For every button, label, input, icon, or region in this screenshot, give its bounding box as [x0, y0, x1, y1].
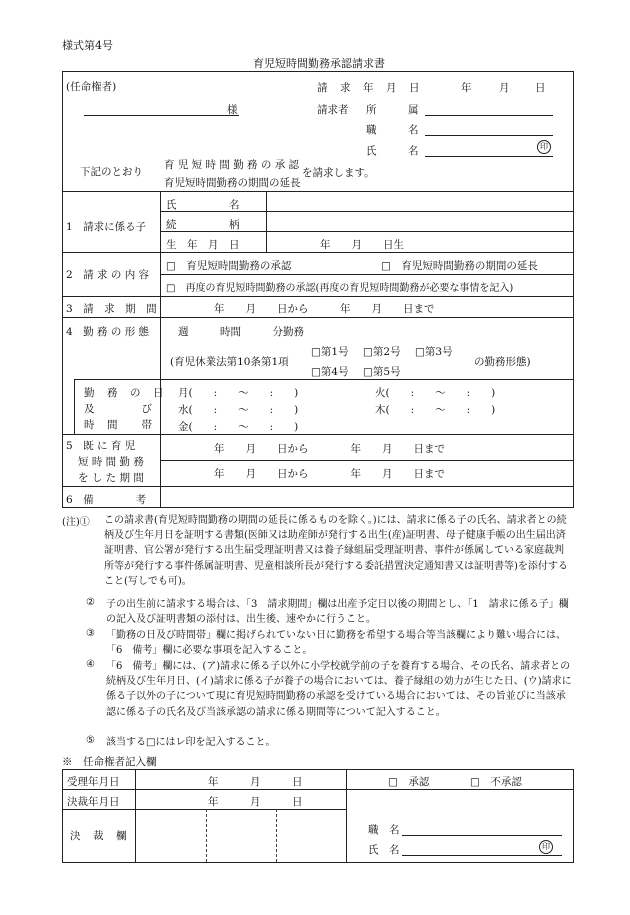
approver-name-label: 氏 名	[368, 844, 400, 856]
item-3-checkbox[interactable]: □第3号	[415, 346, 453, 358]
form-number: 様式第4号	[62, 39, 113, 52]
schedule-label-2: 及 び	[84, 403, 153, 415]
row2-label: 2 請 求 の 内 容	[66, 269, 150, 281]
year-label: 年	[461, 82, 472, 94]
approval-label: 決 裁 欄	[70, 830, 128, 842]
day-label: 日	[535, 82, 546, 94]
tuesday-time[interactable]: 火( : 〜 : )	[375, 387, 496, 399]
request-period-value: 年 月 日から 年 月 日まで	[214, 303, 435, 315]
note-3: 「勤務の日及び時間帯」欄に掲げられていない日に勤務を希望する場合等当該欄により難い場合には、「6 備考」欄に必要な事項を記入すること。	[106, 630, 566, 657]
note-1: この請求書(育児短時間勤務の期間の延長に係るものを除く。)には、請求に係る子の氏名、請求者との続柄及び生年月日を証明する書類(医師又は助産師が発行する出生(産)証明書、母子健康手帳の出生届出済証明書、官公署が発行する出生届受理証明書又は養子縁組届受理証明書、事件が係属している家庭裁判所等が発行する事件係属証明書、児童相談所長が発行する委託措置決定通知書又は証明書等)を添付すること(写しでも可)。	[104, 515, 568, 587]
row1-label: 1 請求に係る子	[66, 221, 147, 233]
child-name-label: 氏 名	[166, 199, 240, 211]
kaki-label: 下記のとおり	[80, 166, 143, 178]
prior-period-2: 年 月 日から 年 月 日まで	[214, 468, 445, 480]
month-label: 月	[499, 82, 510, 94]
note-2-mark: ②	[86, 597, 95, 608]
request-option-3[interactable]: □ 再度の育児短時間勤務の承認(再度の育児短時間勤務が必要な事情を記入)	[166, 283, 514, 294]
wo-label: を請求します。	[302, 167, 375, 179]
prior-period-1: 年 月 日から 年 月 日まで	[214, 443, 445, 455]
request-item-2: 育児短時間勤務の期間の延長	[164, 177, 301, 189]
child-birth-value: 年 月 日生	[320, 239, 404, 251]
request-item-1: 育 児 短 時 間 勤 務 の 承 認	[164, 159, 300, 171]
child-birth-label: 生 年 月 日	[166, 239, 240, 251]
item-1-checkbox[interactable]: □第1号	[311, 346, 349, 358]
row-divider-1	[62, 789, 574, 790]
approve-checkbox[interactable]: □ 承認	[388, 776, 430, 788]
received-date-value: 年 月 日	[208, 776, 303, 788]
deny-checkbox[interactable]: □ 不承認	[470, 776, 522, 788]
item-2-checkbox[interactable]: □第2号	[363, 346, 401, 358]
friday-time[interactable]: 金( : 〜 : )	[178, 421, 299, 433]
note-4-mark: ④	[86, 659, 95, 670]
thursday-time[interactable]: 木( : 〜 : )	[375, 404, 496, 416]
note-5: 該当する□にはレ印を記入すること。	[106, 737, 276, 748]
decided-date-label: 決裁年月日	[67, 796, 120, 808]
note-3-mark: ③	[86, 628, 95, 639]
request-option-2[interactable]: □ 育児短時間勤務の期間の延長	[381, 260, 538, 272]
note-5-mark: ⑤	[86, 735, 95, 746]
schedule-label-3: 時 間 帯	[84, 419, 153, 431]
row3-label: 3 請 求 期 間	[66, 303, 157, 315]
decided-date-value: 年 月 日	[208, 796, 303, 808]
approver-seal: 印	[539, 840, 553, 854]
authority-label: (任命権者)	[66, 81, 117, 93]
request-option-1[interactable]: □ 育児短時間勤務の承認	[166, 260, 292, 272]
post-label: 職 名	[366, 124, 419, 136]
approver-post-label: 職 名	[368, 824, 400, 836]
row5-label-2: 短 時 間 勤 務	[78, 456, 144, 468]
name-label: 氏 名	[366, 145, 419, 157]
weekly-hours: 週 時間 分勤務	[178, 326, 304, 338]
received-date-label: 受理年月日	[67, 776, 120, 788]
row5-label-3: を し た 期 間	[78, 472, 144, 484]
monday-time[interactable]: 月( : 〜 : )	[178, 387, 299, 399]
schedule-label-1: 勤 務 の 日	[84, 387, 165, 399]
page-title: 育児短時間勤務承認請求書	[253, 57, 385, 70]
work-form-tail: の勤務形態)	[474, 356, 531, 368]
note-4: 「6 備考」欄には、(ア)請求に係る子以外に小学校就学前の子を養育する場合、その氏名、請求者との続柄及び生年月日、(イ)請求に係る子が養子の場合においては、養子縁組の効力が生じた日、(ウ)請求に係る子以外の子について現に育児短時間勤務の承認を受けている場合においては、その旨並びに当該承認に係る子の氏名及び当該承認の請求に係る期間等について記入すること。	[106, 661, 572, 718]
authority-section-heading: ※ 任命権者記入欄	[62, 756, 157, 768]
seal-mark: 印	[537, 140, 551, 154]
note-2: 子の出生前に請求する場合は、「3 請求期間」欄は出産予定日以後の期間とし、「1 請求に係る子」欄の記入及び証明書類の添付は、出生後、速やかに行うこと。	[106, 599, 569, 626]
sama-label: 様	[227, 104, 238, 116]
wednesday-time[interactable]: 水( : 〜 : )	[178, 404, 299, 416]
requester-label: 請求者	[317, 104, 349, 116]
item-5-checkbox[interactable]: □第5号	[363, 366, 401, 378]
child-relation-label: 続 柄	[166, 219, 240, 231]
dept-label: 所 属	[366, 104, 419, 116]
law-reference: (育児休業法第10条第1項	[170, 356, 289, 368]
row5-label-1: 5 既 に 育 児	[66, 440, 136, 452]
row6-label: 6 備 考	[66, 494, 147, 506]
request-date-label: 請 求 年 月 日	[317, 82, 421, 94]
item-4-checkbox[interactable]: □第4号	[311, 366, 349, 378]
notes-lead: (注)①	[62, 517, 90, 528]
row4-label: 4 勤 務 の 形 態	[66, 326, 150, 338]
